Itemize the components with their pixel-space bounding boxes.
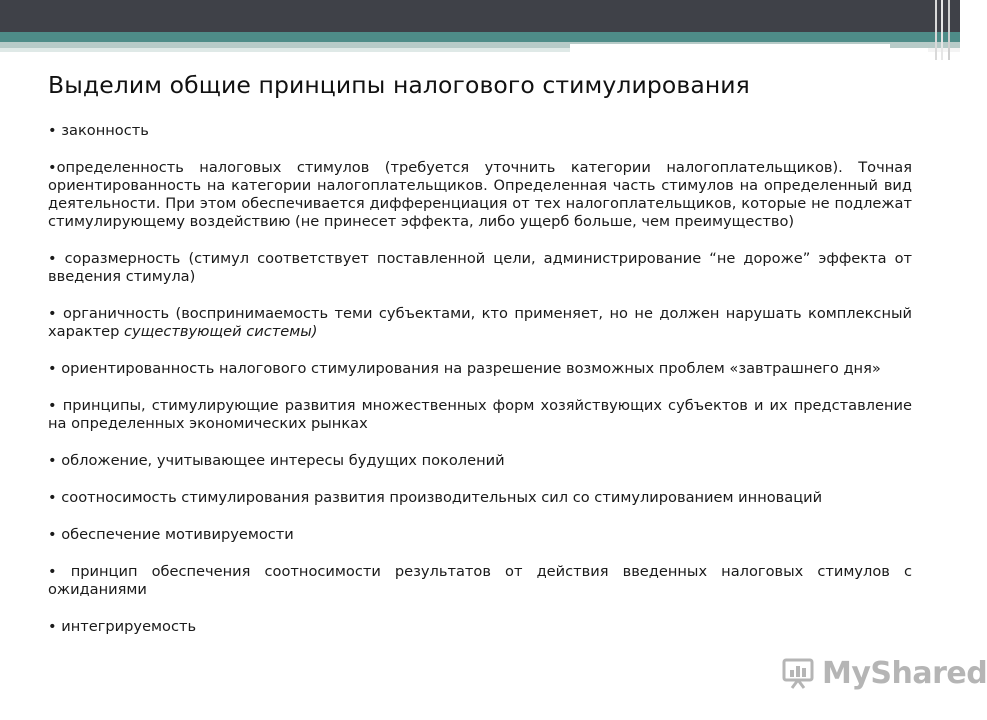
list-item-text: • органичность (воспринимаемость теми субъектами, кто применяет, но не должен нарушать комплексный характер	[48, 305, 912, 340]
list-item: • принцип обеспечения соотносимости результатов от действия введенных налоговых стимулов с ожиданиями	[48, 563, 912, 598]
list-item: • обеспечение мотивируемости	[48, 526, 294, 543]
header-white-strip	[570, 44, 890, 52]
header-light-strip	[0, 48, 570, 52]
principles-list	[48, 122, 912, 655]
list-item: • обложение, учитывающее интересы будущих поколений	[48, 452, 505, 469]
header-teal-band	[0, 32, 960, 42]
list-item: •определенность налоговых стимулов (требуется уточнить категории налогоплательщиков). Точная ориентированность на категории налогоплательщиков. Определенная часть стимулов на определенный вид деятельности. При этом обеспечивается дифференциация от тех налогоплательщиков, которые не подлежат стимулирующему воздействию (не принесет эффекта, либо ущерб больше, чем преимущество)	[48, 159, 912, 230]
list-item: • законность	[48, 122, 149, 139]
list-item: • принципы, стимулирующие развития множественных форм хозяйствующих субъектов и их представление на определенных экономических рынках	[48, 397, 912, 432]
list-item: • интегрируемость	[48, 618, 197, 635]
watermark-text: MyShared	[822, 656, 987, 691]
list-item: • соотносимость стимулирования развития производительных сил со стимулированием инноваций	[48, 489, 823, 506]
presentation-board-icon	[782, 656, 818, 690]
list-item: • ориентированность налогового стимулирования на разрешение возможных проблем «завтрашнего дня»	[48, 360, 881, 377]
list-item-italic-text: существующей системы)	[123, 323, 318, 340]
slide-title: Выделим общие принципы налогового стимулирования	[48, 71, 750, 99]
watermark	[782, 652, 987, 696]
corner-decoration-lines	[930, 0, 960, 60]
list-item: • соразмерность (стимул соответствует поставленной цели, администрирование “не дороже” эффекта от введения стимула)	[48, 250, 912, 285]
list-item	[48, 305, 912, 341]
header-dark-band	[0, 0, 960, 32]
